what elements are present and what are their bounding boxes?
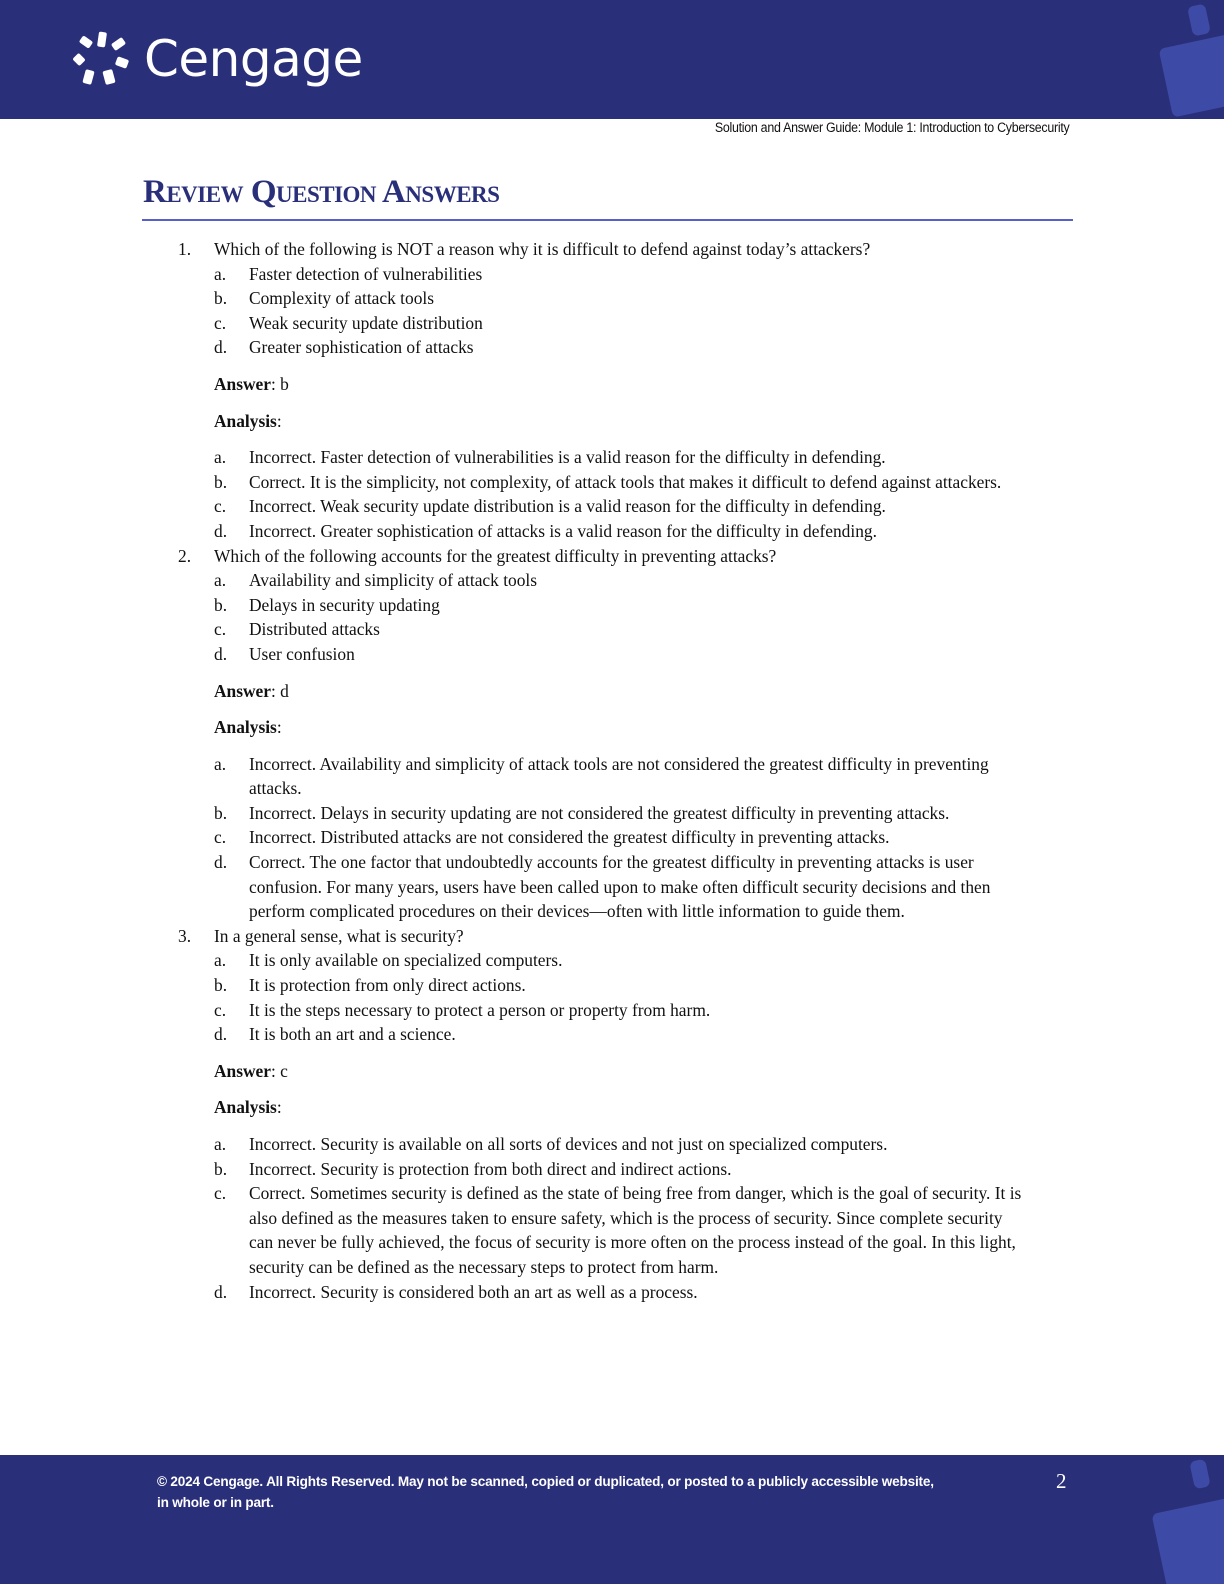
analysis-text: Correct. It is the simplicity, not complexity, of attack tools that makes it difficult to defend against attackers.: [249, 471, 1002, 492]
analysis-letter: c.: [214, 1183, 227, 1204]
question-number: 3.: [178, 925, 192, 946]
options-list: [178, 262, 1078, 360]
page-title: Review Question Answers: [143, 174, 500, 210]
analysis-text: Incorrect. Security is available on all sorts of devices and not just on specialized computers.: [249, 1134, 888, 1154]
option-letter: a.: [214, 570, 227, 591]
question: [178, 544, 1078, 569]
option-item: [214, 998, 1029, 1023]
page-header: [0, 0, 1224, 119]
analysis-letter: a.: [214, 753, 227, 774]
question-block: [178, 237, 1078, 544]
option-item: [214, 973, 1029, 998]
analysis-list: [178, 445, 1078, 543]
analysis-item: [214, 1157, 1029, 1182]
analysis-suffix: :: [276, 717, 282, 738]
analysis-letter: b.: [214, 802, 228, 823]
analysis-letter: a.: [214, 447, 227, 468]
analysis-letter: c.: [214, 496, 227, 517]
question-text: In a general sense, what is security?: [214, 925, 464, 946]
analysis-list: [178, 1132, 1078, 1304]
option-letter: a.: [214, 950, 227, 971]
analysis-heading: [178, 715, 1078, 740]
analysis-text: Incorrect. Faster detection of vulnerabilities is a valid reason for the difficulty in defending.: [249, 447, 886, 468]
option-letter: c.: [214, 999, 227, 1020]
corner-decoration: [1159, 32, 1224, 117]
option-text: Complexity of attack tools: [249, 288, 434, 309]
analysis-label: Analysis: [214, 1097, 277, 1118]
analysis-text: Incorrect. Availability and simplicity of attack tools are not considered the greatest difficulty in preventing attacks.: [249, 753, 989, 799]
analysis-text: Incorrect. Security is considered both an art as well as a process.: [249, 1281, 698, 1302]
answer-line: [178, 372, 1078, 397]
page-footer: [0, 1455, 1224, 1584]
option-text: Delays in security updating: [249, 594, 440, 615]
analysis-heading: [178, 1095, 1078, 1120]
analysis-item: [214, 1132, 1029, 1157]
logo-mark-icon: [74, 30, 132, 88]
question-number: 1.: [178, 239, 192, 259]
option-letter: c.: [214, 619, 227, 640]
answer-value: : b: [271, 373, 289, 394]
option-letter: c.: [214, 312, 227, 333]
question: [178, 237, 1078, 262]
questions-list: [178, 237, 1078, 1304]
analysis-item: [214, 1280, 1029, 1305]
question-block: [178, 924, 1078, 1304]
analysis-item: [214, 445, 1029, 470]
analysis-letter: b.: [214, 1158, 228, 1179]
options-list: [178, 568, 1078, 666]
analysis-list: [178, 752, 1078, 924]
option-item: [214, 948, 1029, 973]
analysis-letter: d.: [214, 520, 228, 541]
analysis-text: Correct. The one factor that undoubtedly accounts for the greatest difficulty in preventing attacks is user confusion. For many years, users have been called upon to make often difficult security decisions and then perform complicated procedures on their devices—often with little information to guide them.: [249, 852, 991, 922]
analysis-suffix: :: [276, 410, 282, 431]
analysis-item: [214, 825, 1029, 850]
option-text: It is both an art and a science.: [249, 1024, 456, 1045]
running-head: Solution and Answer Guide: Module 1: Introduction to Cybersecurity: [714, 120, 1069, 135]
analysis-item: [214, 801, 1029, 826]
answer-value: : d: [271, 680, 289, 701]
answer-label: Answer: [214, 1060, 271, 1081]
option-letter: b.: [214, 288, 228, 309]
answer-line: [178, 1059, 1078, 1084]
corner-decoration: [1152, 1498, 1224, 1584]
analysis-text: Incorrect. Distributed attacks are not considered the greatest difficulty in preventing attacks.: [249, 827, 890, 848]
analysis-text: Correct. Sometimes security is defined as the state of being free from danger, which is the goal of security. It is also defined as the measures taken to ensure safety, which is the process of security. Since complete security can never be fully achieved, the focus of security is more often on the process instead of the goal. In this light, security can be defined as the necessary steps to protect from harm.: [249, 1183, 1022, 1277]
analysis-text: Incorrect. Delays in security updating are not considered the greatest difficulty in preventing attacks.: [249, 802, 950, 823]
logo-text: Cengage: [144, 30, 363, 88]
option-letter: d.: [214, 337, 228, 358]
option-item: [214, 593, 1029, 618]
answer-line: [178, 679, 1078, 704]
option-letter: a.: [214, 263, 227, 284]
answer-label: Answer: [214, 680, 271, 701]
option-item: [214, 286, 1029, 311]
option-text: Distributed attacks: [249, 619, 380, 640]
analysis-text: Incorrect. Weak security update distribution is a valid reason for the difficulty in defending.: [249, 496, 886, 517]
option-text: Greater sophistication of attacks: [249, 337, 474, 358]
option-text: Faster detection of vulnerabilities: [249, 263, 483, 284]
option-item: [214, 642, 1029, 667]
question-block: [178, 544, 1078, 924]
analysis-item: [214, 1181, 1029, 1279]
option-letter: b.: [214, 975, 228, 996]
corner-decoration: [1189, 1459, 1210, 1490]
question-text: Which of the following accounts for the greatest difficulty in preventing attacks?: [214, 545, 777, 566]
analysis-heading: [178, 409, 1078, 434]
option-item: [214, 311, 1029, 336]
option-item: [214, 617, 1029, 642]
option-text: It is only available on specialized computers.: [249, 950, 563, 971]
analysis-item: [214, 850, 1029, 924]
analysis-item: [214, 752, 1029, 801]
option-text: It is the steps necessary to protect a person or property from harm.: [249, 999, 711, 1020]
analysis-letter: c.: [214, 827, 227, 848]
analysis-text: Incorrect. Security is protection from both direct and indirect actions.: [249, 1158, 732, 1179]
answer-label: Answer: [214, 373, 271, 394]
page-number: 2: [1056, 1469, 1067, 1493]
answer-value: : c: [271, 1060, 288, 1081]
analysis-suffix: :: [276, 1097, 282, 1118]
analysis-label: Analysis: [214, 717, 277, 738]
option-item: [214, 262, 1029, 287]
option-letter: d.: [214, 643, 228, 664]
analysis-item: [214, 494, 1029, 519]
analysis-item: [214, 519, 1029, 544]
analysis-letter: d.: [214, 852, 228, 873]
option-text: Weak security update distribution: [249, 312, 483, 333]
analysis-letter: d.: [214, 1281, 228, 1302]
option-item: [214, 1022, 1029, 1047]
analysis-item: [214, 470, 1029, 495]
option-text: Availability and simplicity of attack tools: [249, 570, 538, 591]
option-item: [214, 568, 1029, 593]
options-list: [178, 948, 1078, 1046]
cengage-logo: [74, 30, 363, 88]
option-text: It is protection from only direct actions.: [249, 975, 526, 996]
question-number: 2.: [178, 545, 192, 566]
analysis-letter: a.: [214, 1134, 227, 1154]
analysis-letter: b.: [214, 471, 228, 492]
analysis-text: Incorrect. Greater sophistication of attacks is a valid reason for the difficulty in defending.: [249, 520, 877, 541]
corner-decoration: [1187, 3, 1211, 36]
option-letter: d.: [214, 1024, 228, 1045]
copyright-notice: © 2024 Cengage. All Rights Reserved. May not be scanned, copied or duplicated, or posted to a publicly accessible website, in whole or in part.: [157, 1474, 934, 1510]
option-letter: b.: [214, 594, 228, 615]
option-text: User confusion: [249, 643, 355, 664]
option-item: [214, 335, 1029, 360]
analysis-label: Analysis: [214, 410, 277, 431]
question: [178, 924, 1078, 949]
title-rule: [142, 219, 1073, 221]
question-text: Which of the following is NOT a reason why it is difficult to defend against today’s attackers?: [214, 239, 871, 259]
